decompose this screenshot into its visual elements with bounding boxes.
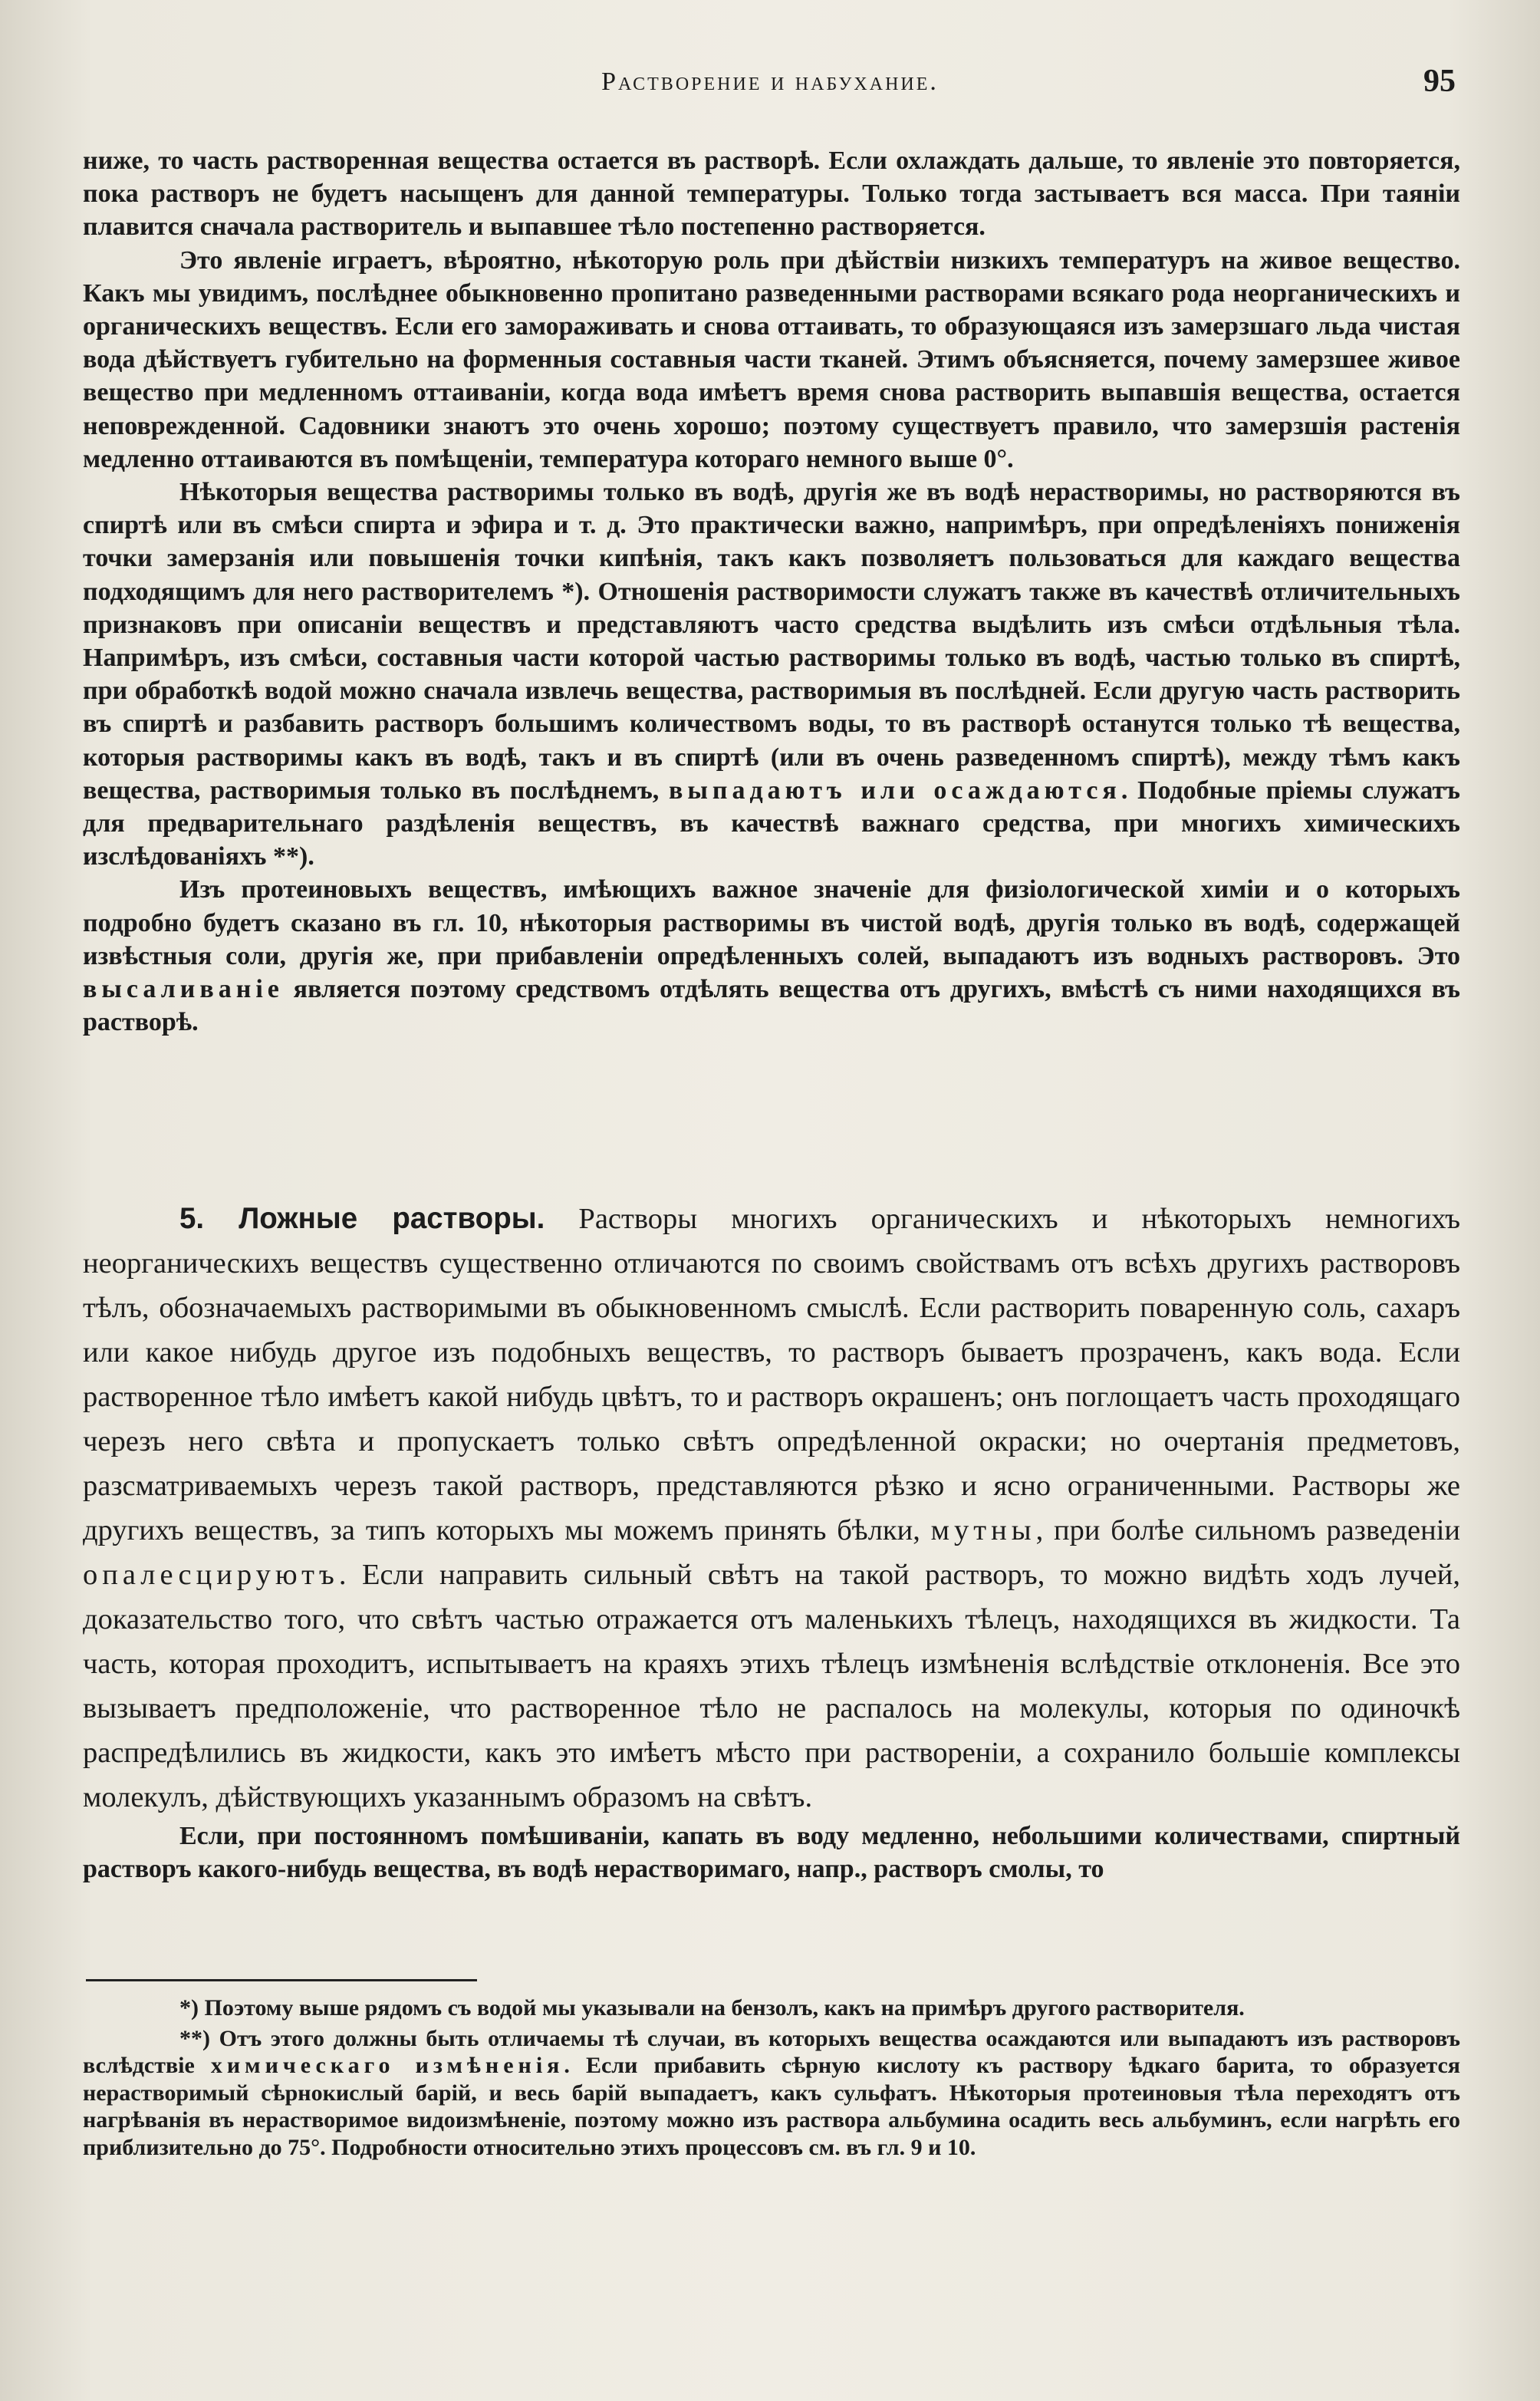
footnote-2-tail: . Если прибавить сѣрную кислоту къ раствору ѣдкаго барита, то образуется нерастворимый сѣрнокислый барій, и весь барій выпадаетъ, какъ сульфатъ. Нѣкоторыя протеиновыя тѣла переходятъ отъ нагрѣванія въ нерастворимое видоизмѣненіе, поэтому можно изъ раствора альбумина осадить весь альбуминъ, если нагрѣть его приблизительно до 75°. Подробности относительно этихъ процессовъ см. въ гл. 9 и 10.: [83, 2053, 1461, 2160]
section-paragraph: [83, 1197, 1460, 1820]
paragraph-1: ниже, то часть растворенная вещества остается въ растворѣ. Если охлаждать дальше, то явленіе это повторяется, пока растворъ не будетъ насыщенъ для данной температуры. Только тогда застываетъ вся масса. При таяніи плавится сначала растворитель и выпавшее тѣло постепенно растворяется.: [83, 147, 1460, 242]
page-number: 95: [1423, 64, 1456, 99]
body-text: [83, 144, 1460, 1039]
emphasis-mutny: мутны: [930, 1514, 1036, 1546]
emphasis-vypadayut: выпадаютъ или осаждаются: [668, 776, 1121, 805]
footnotes: [83, 1994, 1460, 2164]
section-text-1: Растворы многихъ органическихъ и нѣкоторыхъ немногихъ неорганическихъ веществъ существенно отличаются по своимъ свойствамъ отъ всѣхъ другихъ растворовъ тѣлъ, обозначаемыхъ растворимыми въ обыкновенномъ смыслѣ. Если растворить поваренную соль, сахаръ или какое нибудь другое изъ подобныхъ веществъ, то растворъ бываетъ прозраченъ, какъ вода. Если растворенное тѣло имѣетъ какой нибудь цвѣтъ, то и растворъ окрашенъ; онъ поглощаетъ часть проходящаго черезъ него свѣта и пропускаетъ только свѣтъ опредѣленной окраски; но очертанія предметовъ, разсматриваемыхъ черезъ такой растворъ, представляются рѣзко и ясно ограниченными. Растворы же другихъ веществъ, за типъ которыхъ мы можемъ принять бѣлки,: [83, 1203, 1460, 1546]
footnote-2-text: **) Отъ этого должны быть отличаемы тѣ случаи, въ которыхъ вещества осаждаются или выпадаютъ изъ растворовъ вслѣдствіе: [83, 2025, 1460, 2078]
page-header: [0, 64, 1540, 114]
section-text-3: . Если направить сильный свѣтъ на такой растворъ, то можно видѣть ходъ лучей, доказательство того, что свѣтъ частью отражается отъ маленькихъ тѣлецъ, находящихся въ жидкости. Та часть, которая проходитъ, испытываетъ на краяхъ этихъ тѣлецъ измѣненія вслѣдствіе отклоненія. Все это вызываетъ предположеніе, что растворенное тѣло не распалось на молекулы, которыя по одиночкѣ распредѣлились въ жидкости, какъ это имѣетъ мѣсто при раствореніи, а сохранило большіе комплексы молекулъ, дѣйствующихъ указаннымъ образомъ на свѣтъ.: [83, 1559, 1460, 1813]
emphasis-chemical-change: химическаго измѣненія: [210, 2053, 564, 2078]
emphasis-vysalivanie: высаливаніе: [83, 975, 284, 1004]
paragraph-4: [83, 873, 1460, 1039]
paragraph-4-text: Изъ протеиновыхъ веществъ, имѣющихъ важное значеніе для физіологической химіи и о которыхъ подробно будетъ сказано въ гл. 10, нѣкоторыя растворимы въ чистой водѣ, другія только въ водѣ, содержащей извѣстныя соли, другія же, при прибавленіи опредѣленныхъ солей, выпадаютъ изъ водныхъ растворовъ. Это: [83, 875, 1460, 970]
section-false-solutions: [83, 1197, 1460, 1886]
paragraph-3: [83, 476, 1460, 873]
section-title: 5. Ложные растворы.: [179, 1202, 545, 1235]
paragraph-3-tail: . Подобные пріемы служатъ для предварительнаго раздѣленія веществъ, въ качествѣ важнаго средства, при многихъ химическихъ изслѣдованіяхъ **).: [83, 776, 1460, 871]
section-last-paragraph: Если, при постоянномъ помѣшиваніи, капать въ воду медленно, небольшими количествами, спиртный растворъ какого-нибудь вещества, въ водѣ нерастворимаго, напр., растворъ смолы, то: [83, 1822, 1460, 1883]
footnote-2: [83, 2025, 1460, 2162]
section-text-2: , при болѣе сильномъ разведеніи: [1035, 1514, 1460, 1546]
footnote-1: *) Поэтому выше рядомъ съ водой мы указывали на бензолъ, какъ на примѣръ другого растворителя.: [179, 1995, 1245, 2021]
footnote-rule: [86, 1979, 477, 1981]
paragraph-3-text: Нѣкоторыя вещества растворимы только въ водѣ, другія же въ водѣ нерастворимы, но растворяются въ спиртѣ или въ смѣси спирта и эфира и т. д. Это практически важно, напримѣръ, при опредѣленіяхъ пониженія точки замерзанія или повышенія точки кипѣнія, такъ какъ позволяетъ пользоваться для каждаго вещества подходящимъ для него растворителемъ *). Отношенія растворимости служатъ также въ качествѣ отличительныхъ признаковъ при описаніи веществъ и представляютъ часто средства выдѣлить изъ смѣси отдѣльныя тѣла. Напримѣръ, изъ смѣси, составныя части которой частью растворимы только въ водѣ, частью только въ спиртѣ, при обработкѣ водой можно сначала извлечь вещества, растворимыя въ послѣдней. Если другую часть растворить въ спиртѣ и разбавить растворъ большимъ количествомъ воды, то въ растворѣ останутся только тѣ вещества, которыя растворимы какъ въ водѣ, такъ и въ спиртѣ (или въ очень разведенномъ спиртѣ), между тѣмъ какъ вещества, растворимыя только въ послѣднемъ,: [83, 478, 1460, 805]
emphasis-opalescence: опалесцируютъ: [83, 1559, 339, 1591]
paragraph-2: Это явленіе играетъ, вѣроятно, нѣкоторую роль при дѣйствіи низкихъ температуръ на живое вещество. Какъ мы увидимъ, послѣднее обыкновенно пропитано разведенными растворами всякаго рода неорганическихъ и органическихъ веществъ. Если его замораживать и снова оттаивать, то образующаяся изъ замерзшаго льда чистая вода дѣйствуетъ губительно на форменныя составныя части тканей. Этимъ объясняется, почему замерзшее живое вещество при медленномъ оттаиваніи, когда вода имѣетъ время снова растворить выпавшія вещества, остается неповрежденной. Садовники знаютъ это очень хорошо; поэтому существуетъ правило, что замерзшія растенія медленно оттаиваются въ помѣщеніи, температура котораго немного выше 0°.: [83, 245, 1460, 473]
paragraph-4-tail: является поэтому средствомъ отдѣлять вещества отъ другихъ, вмѣстѣ съ ними находящихся въ растворѣ.: [83, 975, 1460, 1037]
running-head: Растворение и набухание.: [601, 68, 939, 96]
